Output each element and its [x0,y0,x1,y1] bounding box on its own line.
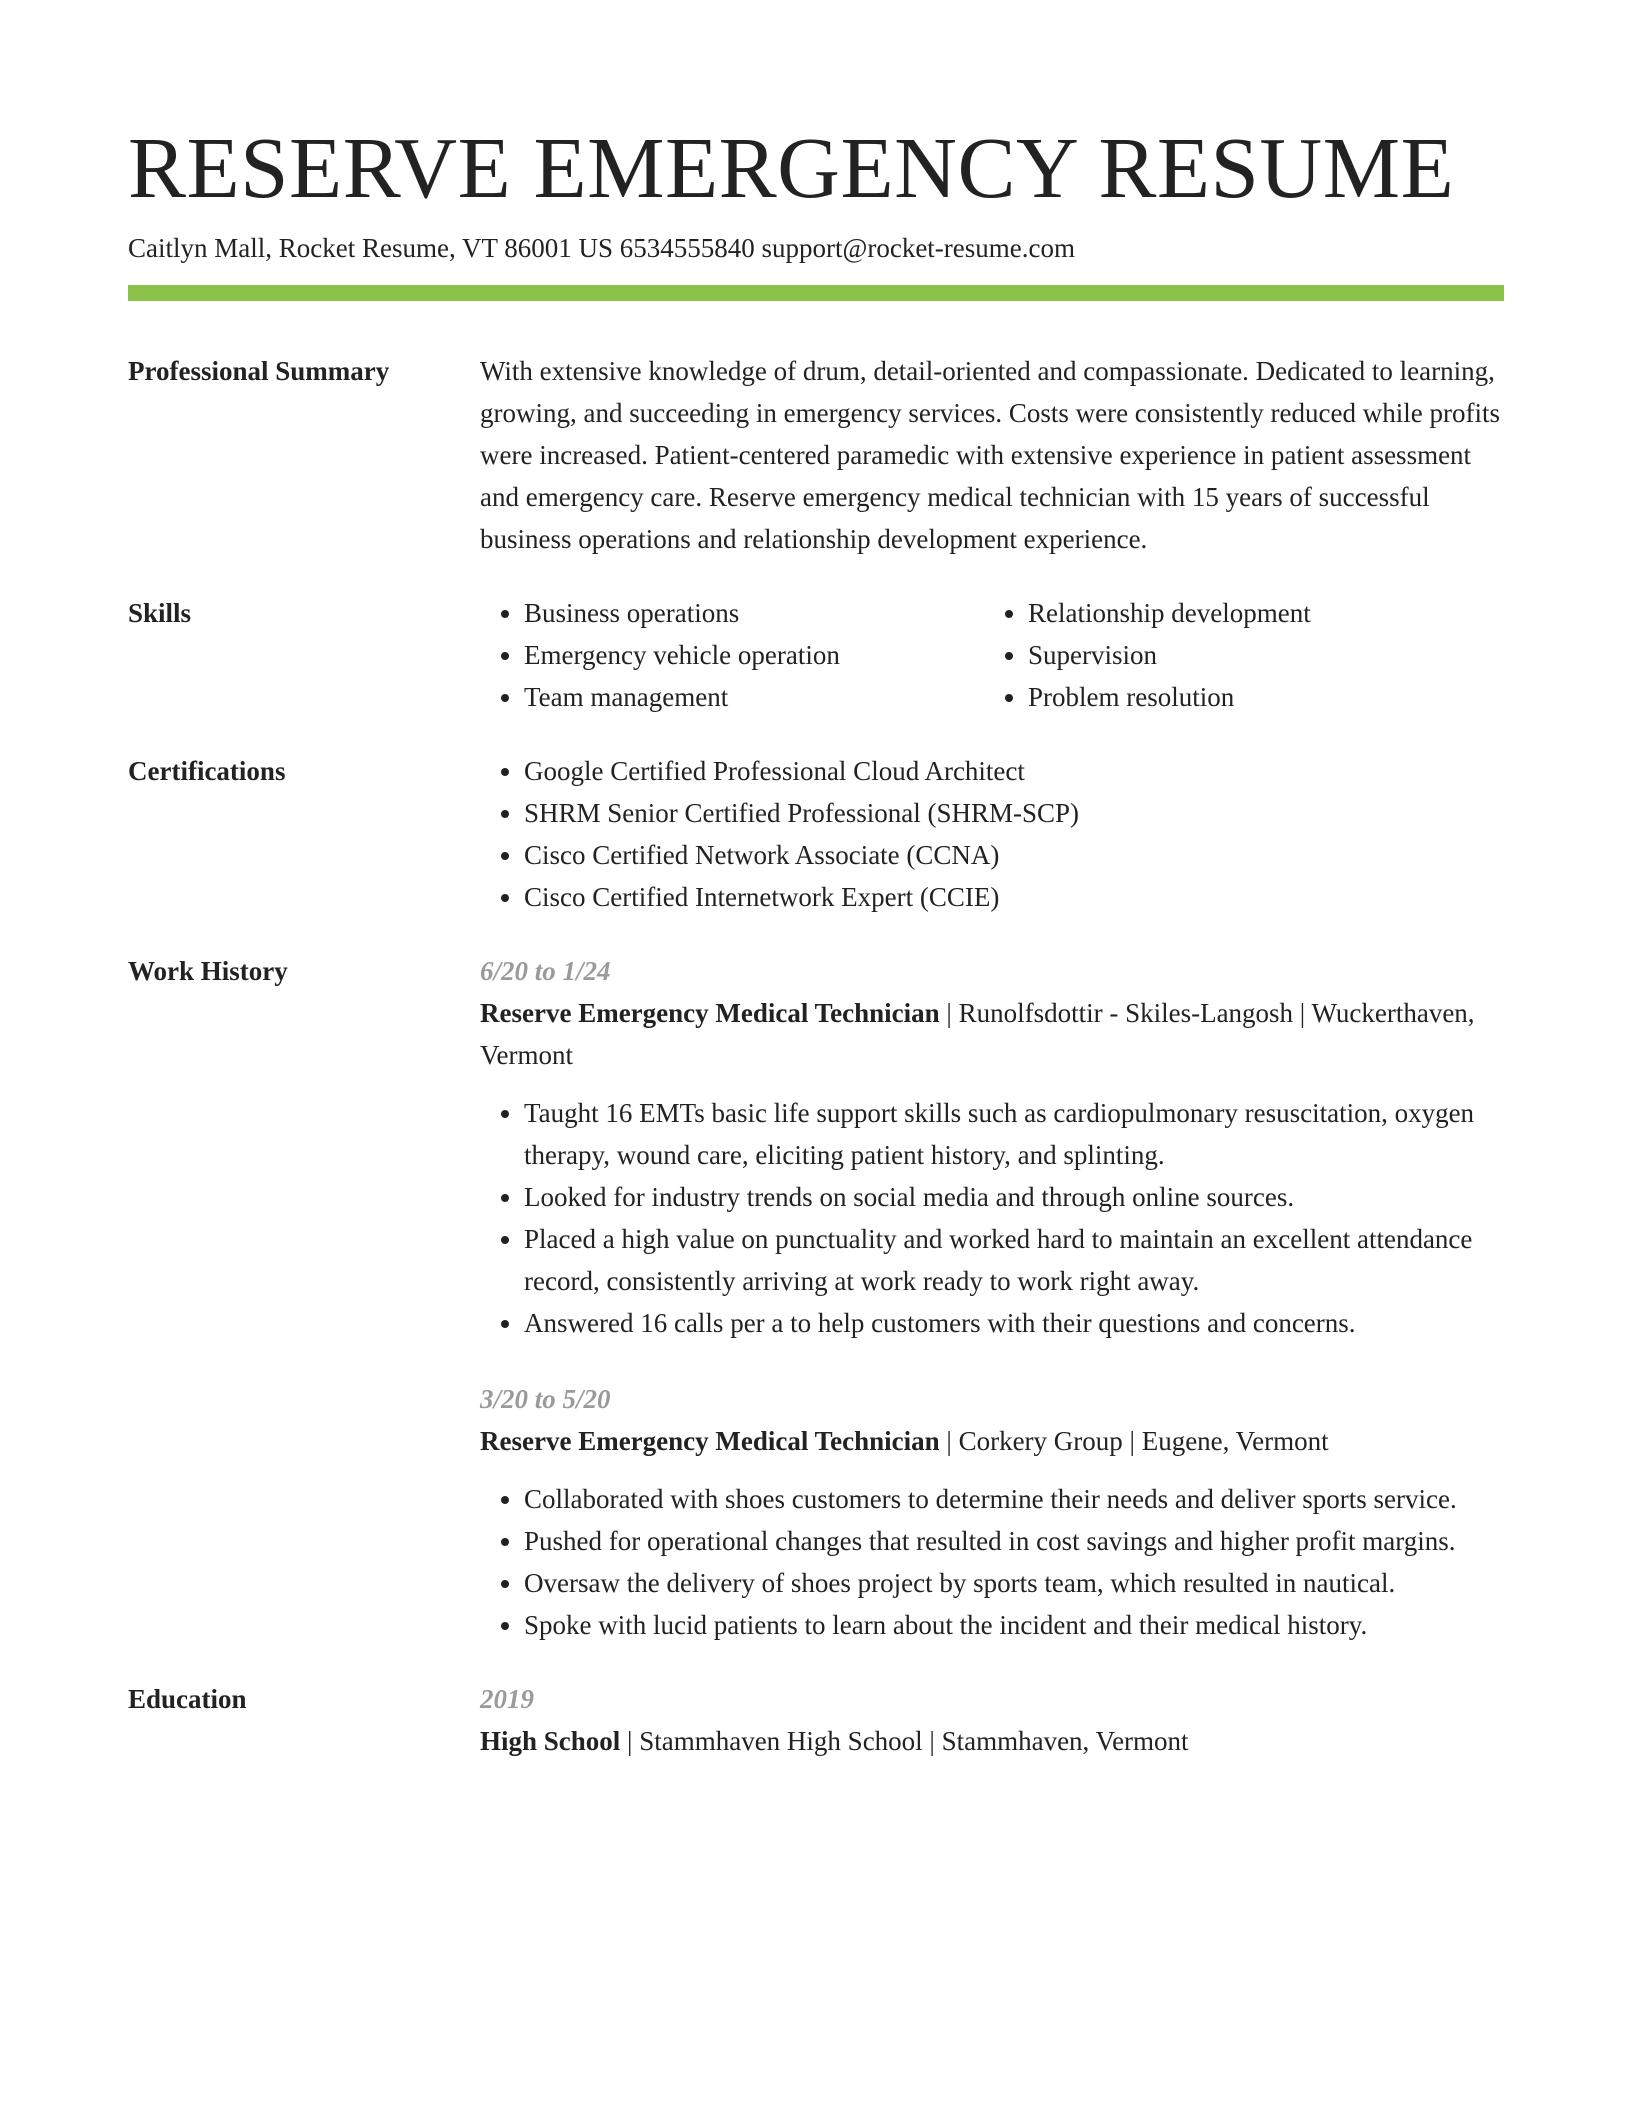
summary-label: Professional Summary [128,356,390,386]
skills-section [128,592,1504,718]
job-bullet: • Taught 16 EMTs basic life support skills such as cardiopulmonary resuscitation, oxygen therapy, wound care, eliciting patient history, and splinting. [524,1092,1504,1176]
education-heading [480,1720,1504,1762]
job-details: | Runolfsdottir - Skiles-Langosh | Wuckerthaven, Vermont [480,998,1475,1070]
certifications-list [480,750,1504,918]
skill-item: • Team management [524,676,984,718]
skill-item: • Problem resolution [1028,676,1504,718]
education-degree: High School [480,1726,621,1756]
skills-label: Skills [128,598,192,628]
skill-item: • Emergency vehicle operation [524,634,984,676]
skills-list-right [984,592,1504,718]
summary-text: With extensive knowledge of drum, detail-oriented and compassionate. Dedicated to learning, growing, and succeeding in emergency services. Costs were consistently reduced while profits were increased. Patient-centered paramedic with extensive experience in patient assessment and emergency care. Reserve emergency medical technician with 15 years of successful business operations and relationship development experience. [480,356,1500,554]
job-title: Reserve Emergency Medical Technician [480,1426,940,1456]
education-details: | Stammhaven High School | Stammhaven, Vermont [620,1726,1189,1756]
summary-body [480,350,1504,560]
certification-item: • Cisco Certified Network Associate (CCNA) [524,834,1504,876]
skill-item: • Business operations [524,592,984,634]
job-entry [480,1378,1504,1646]
job-bullets [480,1092,1504,1344]
job-bullets [480,1478,1504,1646]
job-dates: 6/20 to 1/24 [480,956,611,986]
job-bullet: • Answered 16 calls per a to help customers with their questions and concerns. [524,1302,1504,1344]
job-dates: 3/20 to 5/20 [480,1384,611,1414]
certifications-section [128,750,1504,918]
job-bullet: • Looked for industry trends on social media and through online sources. [524,1176,1504,1218]
job-bullet: • Placed a high value on punctuality and worked hard to maintain an excellent attendance record, consistently arriving at work ready to work right away. [524,1218,1504,1302]
certification-item: • SHRM Senior Certified Professional (SHRM-SCP) [524,792,1504,834]
resume-sections [128,350,1504,1794]
certification-item: • Google Certified Professional Cloud Architect [524,750,1504,792]
work-history-body [480,950,1504,1646]
work-history-section [128,950,1504,1646]
job-bullet: • Collaborated with shoes customers to determine their needs and deliver sports service. [524,1478,1504,1520]
education-label: Education [128,1684,247,1714]
skill-item: • Supervision [1028,634,1504,676]
job-heading [480,992,1504,1076]
skills-list-left [480,592,984,718]
certifications-body [480,750,1504,918]
resume-title: RESERVE EMERGENCY RESUME [128,119,1455,216]
certification-item: • Cisco Certified Internetwork Expert (CCIE) [524,876,1504,918]
job-heading [480,1420,1504,1462]
accent-divider [128,285,1504,301]
job-bullet: • Oversaw the delivery of shoes project by sports team, which resulted in nautical. [524,1562,1504,1604]
education-year: 2019 [480,1684,534,1714]
job-details: | Corkery Group | Eugene, Vermont [939,1426,1329,1456]
contact-line: Caitlyn Mall, Rocket Resume, VT 86001 US 6534555840 support@rocket-resume.com [128,233,1076,263]
job-entry [480,950,1504,1344]
job-bullet: • Spoke with lucid patients to learn about the incident and their medical history. [524,1604,1504,1646]
education-section [128,1678,1504,1762]
skill-item: • Relationship development [1028,592,1504,634]
education-body [480,1678,1504,1762]
job-bullet: • Pushed for operational changes that resulted in cost savings and higher profit margins. [524,1520,1504,1562]
skills-body [480,592,1504,718]
job-title: Reserve Emergency Medical Technician [480,998,940,1028]
work-history-label: Work History [128,956,288,986]
summary-section [128,350,1504,560]
certifications-label: Certifications [128,756,286,786]
